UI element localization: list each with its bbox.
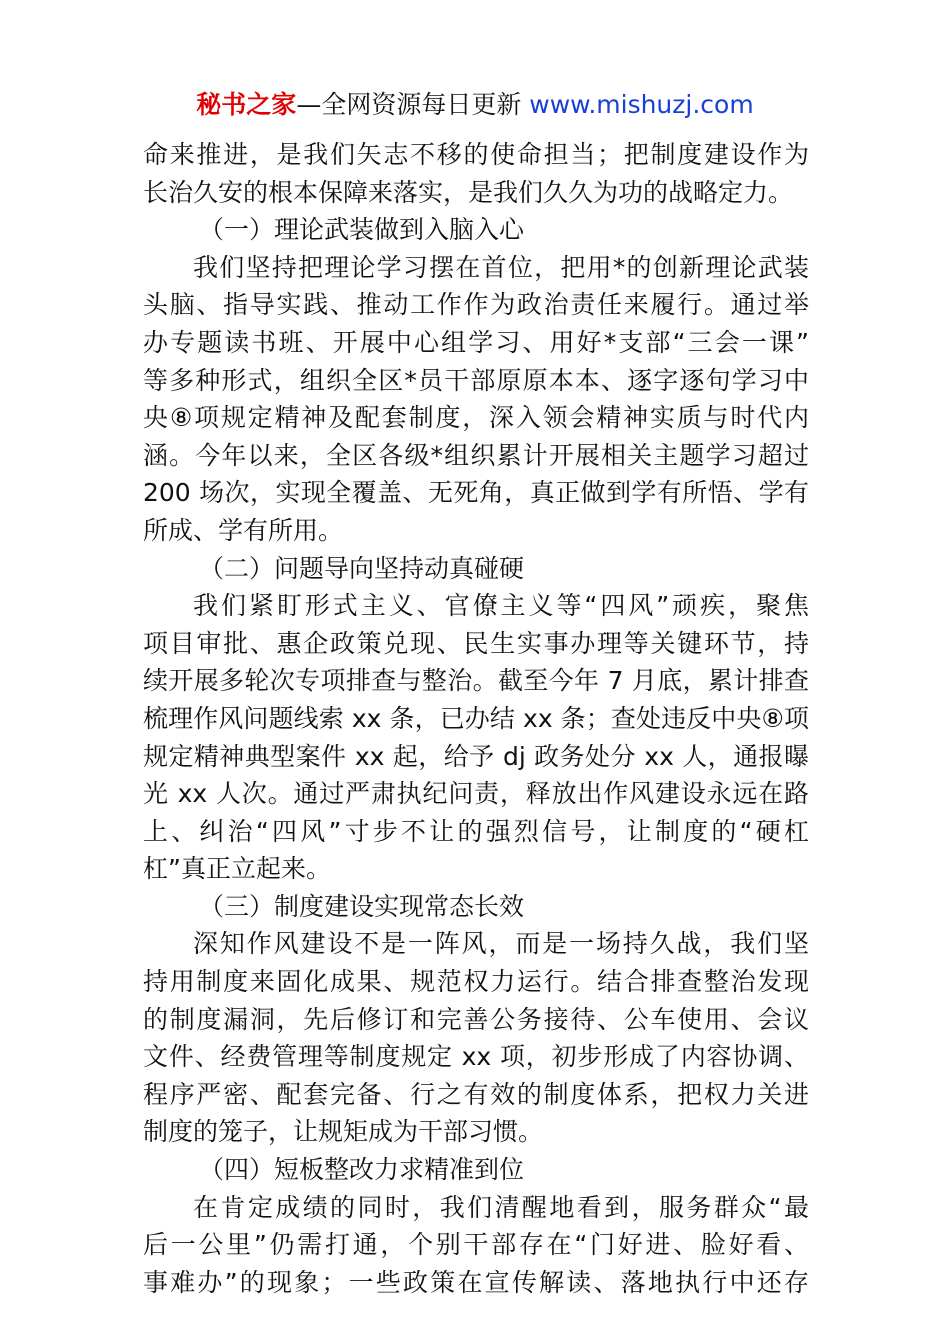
paragraph-line: 办专题读书班、开展中心组学习、用好*支部“三会一课” [143, 327, 809, 357]
paragraph-line: 杠”真正立起来。 [143, 854, 331, 884]
site-brand: 秘书之家 [196, 90, 297, 119]
paragraph-line: 文件、经费管理等制度规定 xx 项，初步形成了内容协调、 [143, 1042, 809, 1072]
paragraph-line: 头脑、指导实践、推动工作作为政治责任来履行。通过举 [143, 290, 809, 320]
paragraph-line: 深知作风建设不是一阵风，而是一场持久战，我们坚 [193, 929, 809, 959]
site-url[interactable]: www.mishuzj.com [521, 90, 754, 119]
paragraph-line: 长治久安的根本保障来落实，是我们久久为功的战略定力。 [143, 177, 794, 207]
paragraph-line: 程序严密、配套完备、行之有效的制度体系，把权力关进 [143, 1079, 809, 1109]
paragraph-line: 的制度漏洞，先后修订和完善公务接待、公车使用、会议 [143, 1004, 809, 1034]
section-heading: （三）制度建设实现常态长效 [199, 891, 525, 921]
paragraph-line: 等多种形式，组织全区*员干部原原本本、逐字逐句学习中 [143, 365, 809, 395]
paragraph-line: 项目审批、惠企政策兑现、民生实事办理等关键环节，持 [143, 628, 809, 658]
paragraph-line: 200 场次，实现全覆盖、无死角，真正做到学有所悟、学有 [143, 478, 809, 508]
section-heading: （四）短板整改力求精准到位 [199, 1155, 525, 1185]
paragraph-line: 规定精神典型案件 xx 起，给予 dj 政务处分 xx 人，通报曝 [143, 741, 809, 771]
paragraph-line: 央⑧项规定精神及配套制度，深入领会精神实质与时代内 [143, 403, 809, 433]
section-heading: （二）问题导向坚持动真碰硬 [199, 553, 525, 583]
paragraph-line: 所成、学有所用。 [143, 515, 344, 545]
paragraph-line: 制度的笼子，让规矩成为干部习惯。 [143, 1117, 544, 1147]
section-heading: （一）理论武装做到入脑入心 [199, 215, 525, 245]
paragraph-line: 我们紧盯形式主义、官僚主义等“四风”顽疾，聚焦 [193, 591, 809, 621]
site-header [0, 88, 950, 122]
paragraph-line: 我们坚持把理论学习摆在首位，把用*的创新理论武装 [193, 252, 809, 282]
paragraph-line: 上、纠治“四风”寸步不让的强烈信号，让制度的“硬杠 [143, 816, 809, 846]
paragraph-line: 在肯定成绩的同时，我们清醒地看到，服务群众“最 [193, 1192, 809, 1222]
paragraph-line: 持用制度来固化成果、规范权力运行。结合排查整治发现 [143, 967, 809, 997]
paragraph-line: 涵。今年以来，全区各级*组织累计开展相关主题学习超过 [143, 440, 809, 470]
paragraph-line: 后一公里”仍需打通，个别干部存在“门好进、脸好看、 [143, 1230, 809, 1260]
site-slogan: —全网资源每日更新 [296, 90, 522, 119]
paragraph-line: 事难办”的现象；一些政策在宣传解读、落地执行中还存 [143, 1267, 809, 1297]
paragraph-line: 命来推进，是我们矢志不移的使命担当；把制度建设作为 [143, 140, 809, 169]
paragraph-line: 梳理作风问题线索 xx 条，已办结 xx 条；查处违反中央⑧项 [143, 703, 809, 733]
paragraph-line: 光 xx 人次。通过严肃执纪问责，释放出作风建设永远在路 [143, 779, 809, 809]
paragraph-line: 续开展多轮次专项排查与整治。截至今年 7 月底，累计排查 [143, 666, 809, 696]
document-body [143, 136, 809, 1301]
